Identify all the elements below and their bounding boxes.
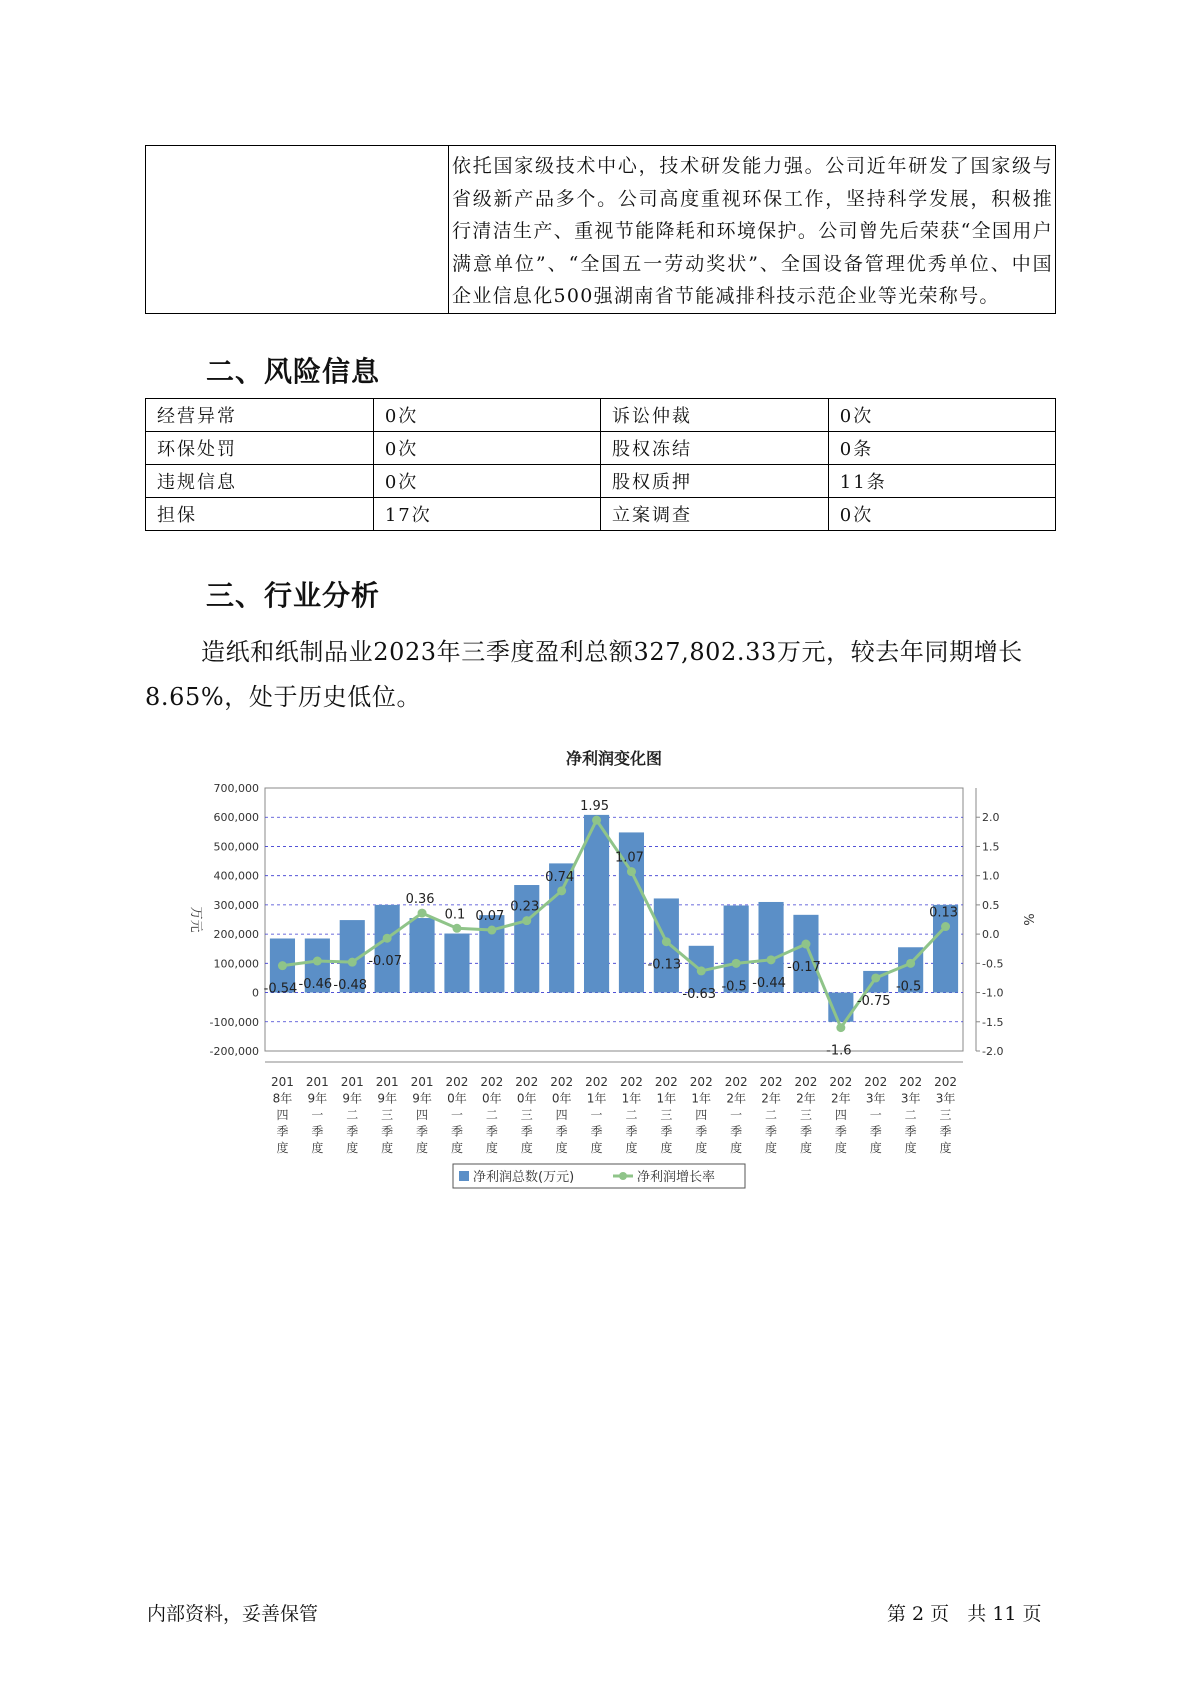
x-tick-text: 201: [270, 1075, 294, 1089]
x-tick-label: [515, 1075, 538, 1155]
x-tick-text: 0年: [551, 1091, 572, 1106]
x-tick-text: 季: [590, 1124, 603, 1139]
x-tick-label: [445, 1075, 468, 1155]
growth-data-label: -0.5: [895, 979, 922, 995]
growth-data-label: -0.17: [787, 960, 821, 976]
x-tick-text: 季: [346, 1124, 359, 1139]
intro-empty-cell: [146, 146, 449, 314]
risk-cell-v2: 0次: [828, 498, 1055, 531]
x-tick-text: 二: [346, 1108, 359, 1122]
y-tick-label: 100,000: [213, 957, 259, 971]
footer-left: 内部资料，妥善保管: [147, 1603, 319, 1625]
footer-page-number: 第 2 页 共 11 页: [887, 1603, 1042, 1625]
growth-point: [906, 959, 915, 968]
x-tick-label: [794, 1075, 817, 1155]
y2-tick-label: -1.5: [982, 1015, 1004, 1029]
risk-cell-v1: 0次: [373, 432, 600, 465]
x-tick-text: 度: [904, 1141, 917, 1155]
growth-point: [662, 937, 671, 946]
risk-cell-v2: 0次: [828, 399, 1055, 432]
x-tick-label: [690, 1075, 713, 1155]
risk-cell-l1: 经营异常: [146, 399, 374, 432]
growth-point: [941, 922, 950, 931]
growth-point: [767, 955, 776, 964]
x-tick-text: 四: [555, 1108, 568, 1122]
section2-title: 二、风险信息: [206, 355, 381, 388]
growth-data-label: 0.74: [545, 869, 575, 885]
growth-point: [732, 959, 741, 968]
y2-axis-label: %: [1020, 913, 1035, 926]
x-tick-text: 1年: [586, 1091, 607, 1106]
risk-cell-v1: 17次: [373, 498, 600, 531]
x-tick-label: [829, 1075, 852, 1155]
x-tick-text: 2年: [796, 1091, 816, 1106]
x-tick-text: 三: [799, 1108, 812, 1122]
x-tick-text: 3年: [935, 1091, 956, 1106]
growth-data-label: 0.36: [405, 892, 435, 908]
growth-point: [522, 916, 531, 925]
intro-table: [145, 145, 1056, 314]
section3-title: 三、行业分析: [206, 579, 381, 612]
x-tick-text: 四: [276, 1108, 289, 1122]
legend-line-marker: [619, 1172, 627, 1180]
industry-paragraph: [145, 630, 1056, 720]
x-tick-text: 202: [864, 1075, 888, 1089]
x-tick-text: 201: [340, 1075, 364, 1089]
x-tick-text: 季: [276, 1124, 289, 1139]
risk-cell-v2: 11条: [828, 465, 1055, 498]
risk-row: [146, 399, 1056, 432]
x-tick-text: 季: [520, 1124, 533, 1139]
x-tick-text: 一: [730, 1108, 743, 1122]
x-tick-text: 1年: [691, 1091, 712, 1106]
x-tick-text: 季: [625, 1124, 638, 1139]
y-tick-label: -200,000: [209, 1045, 259, 1058]
x-tick-text: 三: [381, 1108, 394, 1122]
y-tick-label: 700,000: [213, 782, 259, 795]
growth-data-label: -0.07: [368, 954, 402, 970]
growth-point: [627, 867, 636, 876]
x-tick-text: 202: [654, 1075, 678, 1089]
growth-data-label: 0.23: [510, 899, 540, 915]
x-tick-text: 一: [869, 1108, 882, 1122]
x-tick-text: 季: [904, 1124, 917, 1139]
y-tick-label: 600,000: [213, 811, 259, 825]
x-tick-text: 3年: [900, 1091, 921, 1106]
x-tick-text: 季: [485, 1124, 498, 1139]
risk-cell-l1: 违规信息: [146, 465, 374, 498]
x-tick-text: 三: [660, 1108, 673, 1122]
bar: [375, 905, 400, 993]
x-tick-text: 9年: [377, 1091, 397, 1106]
y-tick-label: 400,000: [213, 869, 259, 883]
growth-point: [348, 958, 357, 967]
intro-text-cell: [449, 146, 1056, 314]
legend: [453, 1164, 745, 1188]
legend-bar-label: 净利润总数(万元): [473, 1170, 575, 1185]
x-tick-text: 度: [730, 1141, 743, 1155]
x-tick-text: 度: [869, 1141, 882, 1155]
growth-point: [871, 973, 880, 982]
growth-data-label: 1.95: [580, 799, 610, 815]
x-tick-label: [271, 1075, 294, 1155]
growth-data-label: 0.07: [475, 909, 505, 925]
y-tick-label: 500,000: [213, 840, 259, 854]
industry-paragraph-text: 造纸和纸制品业2023年三季度盈利总额327,802.33万元，较去年同期增长8.65%，处于历史低位。: [145, 638, 1023, 711]
x-tick-label: [585, 1075, 608, 1155]
growth-data-label: 0.13: [929, 905, 959, 921]
x-tick-text: 度: [625, 1141, 638, 1155]
x-tick-text: 201: [305, 1075, 329, 1089]
y2-tick-label: 2.0: [982, 811, 1000, 825]
growth-data-label: 0.1: [444, 907, 466, 923]
growth-data-label: -0.63: [682, 986, 717, 1002]
x-tick-text: 202: [899, 1075, 923, 1089]
x-tick-text: 1年: [621, 1091, 642, 1106]
bar: [409, 918, 434, 993]
growth-data-label: -0.75: [856, 993, 891, 1009]
y2-tick-label: 0.0: [982, 928, 1000, 942]
x-tick-label: [411, 1075, 434, 1155]
growth-point: [278, 961, 287, 970]
x-tick-text: 度: [311, 1141, 324, 1155]
y-tick-label: 0: [252, 986, 259, 1000]
x-tick-text: 度: [416, 1141, 429, 1155]
growth-point: [836, 1023, 845, 1032]
x-tick-label: [725, 1075, 748, 1155]
x-tick-text: 度: [834, 1141, 847, 1155]
x-tick-text: 202: [550, 1075, 574, 1089]
risk-cell-v1: 0次: [373, 399, 600, 432]
x-tick-label: [306, 1075, 329, 1155]
x-tick-label: [864, 1075, 887, 1155]
y-axis-label: 万元: [188, 906, 203, 933]
growth-point: [313, 956, 322, 965]
risk-row: [146, 498, 1056, 531]
growth-data-label: -0.54: [263, 981, 298, 997]
risk-cell-l2: 股权冻结: [600, 432, 828, 465]
x-tick-text: 202: [934, 1075, 958, 1089]
growth-data-label: -0.13: [647, 957, 682, 973]
x-tick-label: [934, 1075, 957, 1155]
y2-tick-label: 1.0: [982, 869, 1000, 883]
x-tick-text: 9年: [342, 1091, 363, 1106]
y2-tick-label: -0.5: [982, 957, 1004, 971]
x-tick-label: [341, 1075, 364, 1155]
growth-point: [418, 909, 427, 918]
risk-cell-v2: 0条: [828, 432, 1055, 465]
x-tick-text: 季: [450, 1124, 463, 1139]
growth-data-label: 1.07: [614, 850, 644, 866]
x-tick-text: 度: [590, 1141, 603, 1155]
net-profit-chart: [180, 740, 1040, 1205]
x-tick-label: [899, 1075, 922, 1155]
risk-cell-l2: 立案调查: [600, 498, 828, 531]
x-tick-text: 度: [695, 1141, 708, 1155]
x-tick-text: 202: [585, 1075, 609, 1089]
x-tick-text: 季: [695, 1124, 708, 1139]
intro-text: 依托国家级技术中心，技术研发能力强。公司近年研发了国家级与省级新产品多个。公司高度重视环保工作，坚持科学发展，积极推行清洁生产、重视节能降耗和环境保护。公司曾先后荣获“全国用户满意单位”、“全国五一劳动奖状”、全国设备管理优秀单位、中国企业信息化500强湖南省节能减排科技示范企业等光荣称号。: [452, 155, 1053, 307]
legend-bar-swatch: [459, 1171, 469, 1181]
x-tick-text: 季: [660, 1124, 673, 1139]
x-tick-text: 202: [829, 1075, 853, 1089]
x-tick-text: 1年: [656, 1091, 677, 1106]
x-tick-text: 度: [276, 1141, 289, 1155]
x-tick-text: 201: [375, 1075, 399, 1089]
growth-point: [487, 926, 496, 935]
x-tick-text: 2年: [761, 1091, 781, 1106]
risk-cell-l2: 股权质押: [600, 465, 828, 498]
x-tick-text: 一: [590, 1108, 603, 1122]
x-tick-text: 二: [904, 1108, 917, 1122]
x-tick-text: 四: [695, 1108, 708, 1122]
x-tick-text: 0年: [516, 1091, 537, 1106]
plot-area: [265, 788, 963, 1051]
x-tick-text: 202: [515, 1075, 539, 1089]
y-tick-label: 300,000: [213, 898, 259, 912]
x-tick-text: 202: [619, 1075, 643, 1089]
x-tick-label: [480, 1075, 503, 1155]
x-tick-text: 度: [450, 1141, 463, 1155]
x-tick-text: 度: [660, 1141, 673, 1155]
x-tick-text: 三: [520, 1108, 533, 1122]
risk-table: [145, 398, 1056, 531]
risk-cell-l1: 环保处罚: [146, 432, 374, 465]
x-tick-text: 202: [759, 1075, 783, 1089]
bar: [584, 815, 609, 993]
risk-cell-l1: 担保: [146, 498, 374, 531]
x-tick-text: 季: [730, 1124, 743, 1139]
x-tick-text: 度: [799, 1141, 812, 1155]
growth-point: [557, 886, 566, 895]
bar: [793, 915, 818, 993]
x-tick-text: 季: [311, 1124, 324, 1139]
x-tick-text: 202: [724, 1075, 748, 1089]
x-tick-text: 度: [765, 1141, 778, 1155]
x-tick-text: 度: [555, 1141, 568, 1155]
x-tick-text: 202: [480, 1075, 504, 1089]
risk-cell-l2: 诉讼仲裁: [600, 399, 828, 432]
x-tick-text: 季: [834, 1124, 847, 1139]
growth-data-label: -0.5: [721, 979, 747, 995]
growth-point: [383, 934, 392, 943]
growth-data-label: -1.6: [826, 1043, 852, 1059]
y2-tick-label: -1.0: [982, 986, 1004, 1000]
x-tick-label: [376, 1075, 399, 1155]
y-tick-label: -100,000: [209, 1015, 259, 1029]
x-tick-text: 度: [939, 1141, 952, 1155]
x-tick-text: 2年: [831, 1091, 851, 1106]
y2-tick-label: 1.5: [982, 840, 1000, 854]
y2-tick-label: 0.5: [982, 898, 1000, 912]
risk-row: [146, 465, 1056, 498]
x-tick-text: 一: [450, 1108, 463, 1122]
growth-data-label: -0.44: [752, 975, 786, 991]
y-tick-label: 200,000: [213, 928, 259, 942]
x-tick-text: 二: [625, 1108, 638, 1122]
x-tick-text: 季: [765, 1124, 778, 1139]
x-tick-text: 季: [799, 1124, 812, 1139]
x-tick-text: 202: [445, 1075, 469, 1089]
x-tick-text: 季: [381, 1124, 394, 1139]
growth-data-label: -0.46: [298, 976, 333, 992]
x-tick-text: 3年: [865, 1091, 886, 1106]
x-tick-text: 8年: [272, 1091, 293, 1106]
x-tick-text: 0年: [482, 1091, 502, 1106]
x-tick-text: 季: [939, 1124, 952, 1139]
x-tick-text: 季: [416, 1124, 429, 1139]
x-tick-text: 202: [794, 1075, 818, 1089]
x-tick-text: 三: [939, 1108, 952, 1122]
x-tick-text: 202: [689, 1075, 713, 1089]
x-tick-label: [550, 1075, 573, 1155]
growth-point: [801, 940, 810, 949]
x-tick-text: 0年: [447, 1091, 467, 1106]
x-tick-text: 度: [346, 1141, 359, 1155]
x-tick-text: 度: [381, 1141, 394, 1155]
x-tick-label: [760, 1075, 783, 1155]
growth-point: [592, 816, 601, 825]
x-tick-text: 9年: [412, 1091, 432, 1106]
growth-data-label: -0.48: [333, 978, 368, 994]
growth-point: [697, 966, 706, 975]
x-tick-text: 季: [869, 1124, 882, 1139]
y2-tick-label: -2.0: [982, 1045, 1004, 1058]
x-tick-text: 二: [765, 1108, 778, 1122]
growth-point: [452, 924, 461, 933]
x-tick-text: 9年: [307, 1091, 328, 1106]
x-tick-label: [655, 1075, 678, 1155]
x-tick-label: [620, 1075, 643, 1155]
x-tick-text: 度: [520, 1141, 533, 1155]
legend-line-label: 净利润增长率: [637, 1170, 716, 1185]
risk-row: [146, 432, 1056, 465]
x-tick-text: 四: [834, 1108, 847, 1122]
x-tick-text: 季: [555, 1124, 568, 1139]
x-tick-text: 度: [485, 1141, 498, 1155]
x-tick-text: 二: [485, 1108, 498, 1122]
risk-cell-v1: 0次: [373, 465, 600, 498]
x-tick-text: 201: [410, 1075, 434, 1089]
bar: [444, 934, 469, 993]
x-tick-text: 2年: [726, 1091, 746, 1106]
x-tick-text: 一: [311, 1108, 324, 1122]
chart-title: 净利润变化图: [565, 749, 663, 768]
x-tick-text: 四: [416, 1108, 429, 1122]
